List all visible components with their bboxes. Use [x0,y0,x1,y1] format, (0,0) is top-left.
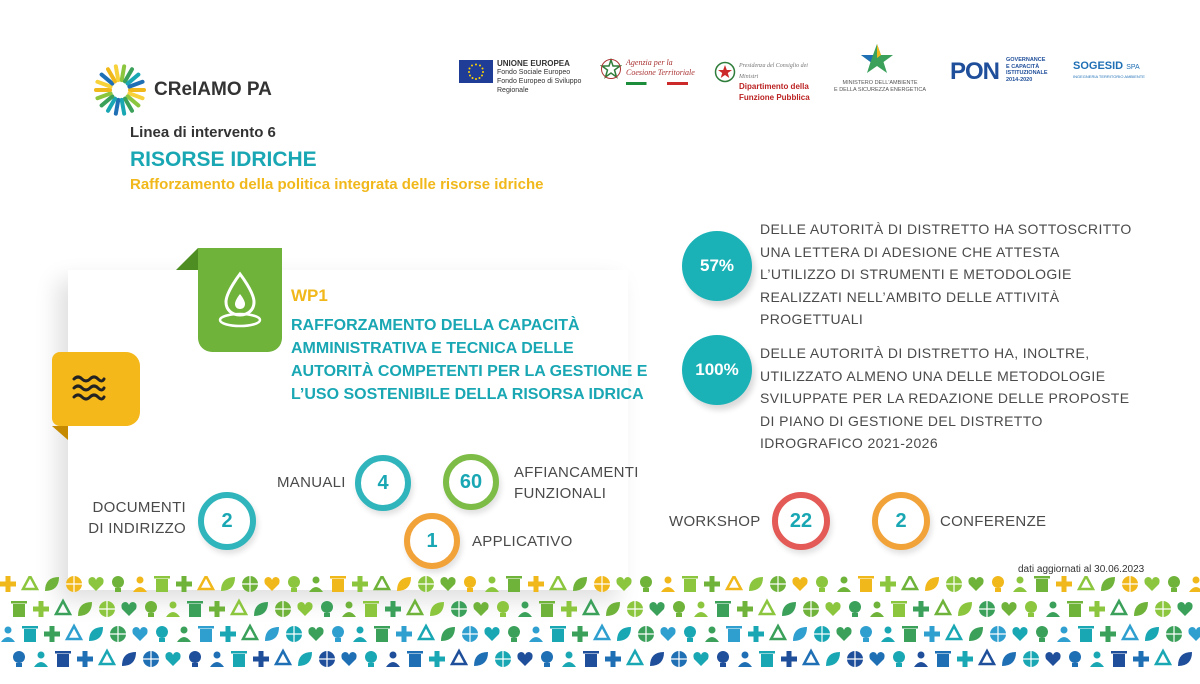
manuali-label: MANUALI [277,474,346,491]
plus-icon [176,576,192,592]
globe-icon [1023,651,1039,667]
italian-emblem-icon [600,58,622,82]
globe-icon [110,626,126,642]
water-drop-icon [216,270,264,330]
bulb-icon [189,651,201,667]
bulb-icon [464,576,476,592]
yellow-tab-fold [52,426,68,440]
trash-bin-icon [231,651,247,667]
recycle-icon [276,651,290,664]
leaf-icon [78,602,92,616]
trash-bin-icon [506,576,522,592]
heart-icon [693,652,708,666]
applicativo-count: 1 [404,513,460,569]
icon-pattern-footer [0,576,1200,684]
leaf-icon [221,577,235,591]
globe-icon [275,601,291,617]
recycle-icon [947,626,961,639]
workshop-count: 22 [772,492,830,550]
result-1-line: UNA LETTERA DI ADESIONE CHE ATTESTA [760,243,1060,260]
heart-icon [264,577,279,591]
trash-bin-icon [759,651,775,667]
globe-icon [979,601,995,617]
bulb-icon [1025,601,1037,617]
recycle-icon [452,651,466,664]
eu-fund-2: Fondo Europeo di Sviluppo Regionale [497,78,582,94]
leaf-icon [925,577,939,591]
result-1-line: PROGETTUALI [760,311,864,327]
leaf-icon [298,652,312,666]
result-1-line: L’UTILIZZO DI STRUMENTI E METODOLOGIE [760,266,1072,282]
person-icon [133,577,147,593]
leaf-icon [650,652,664,666]
heart-icon [297,602,312,616]
plus-icon [33,601,49,617]
bulb-icon [893,651,905,667]
leaf-icon [265,627,279,641]
plus-icon [1133,651,1149,667]
result-2-line: IDROGRAFICO 2021-2026 [760,435,939,451]
globe-icon [1122,576,1138,592]
trash-bin-icon [330,576,346,592]
heart-icon [649,602,664,616]
conferenze-label: CONFERENZE [940,513,1047,530]
pon-wordmark: PON [950,58,1000,85]
heart-icon [1001,602,1016,616]
trash-bin-icon [583,651,599,667]
heart-icon [968,577,983,591]
heart-icon [517,652,532,666]
trash-bin-icon [374,626,390,642]
heart-icon [484,627,499,641]
mase-line-2: E DELLA SICUREZZA ENERGETICA [834,87,926,93]
plus-icon [704,576,720,592]
recycle-icon [804,651,818,664]
person-icon [914,652,928,668]
pon-line-1: GOVERNANCE [1006,57,1046,63]
leaf-icon [474,652,488,666]
person-icon [1057,627,1071,643]
heart-icon [341,652,356,666]
heart-icon [1177,602,1192,616]
recycle-icon [1156,651,1170,664]
bulb-icon [321,601,333,617]
wp-description: RAFFORZAMENTO DELLA CAPACITÀ AMMINISTRATIVA E TECNICA DELLE AUTORITÀ COMPETENTI PER LA GESTIONE E L’USO SOSTENIBILE DELLA RISORSA IDRICA [291,317,648,403]
plus-icon [396,626,412,642]
plus-icon [1089,601,1105,617]
result-percent-2: 100% [682,335,752,405]
recycle-icon [727,576,741,589]
ministero-ambiente-logo [828,42,928,94]
bulb-icon [1168,576,1180,592]
recycle-icon [23,576,37,589]
creiamo-pa-logo [94,64,294,124]
bulb-icon [849,601,861,617]
green-tab-fold [176,248,198,270]
heart-icon [165,652,180,666]
heart-icon [1045,652,1060,666]
globe-icon [1155,601,1171,617]
bulb-icon [541,651,553,667]
eu-logo [459,52,589,92]
bulb-icon [717,651,729,667]
leaf-icon [397,577,411,591]
plus-icon [0,576,16,592]
bulb-icon [673,601,685,617]
person-icon [34,652,48,668]
globe-icon [847,651,863,667]
leaf-icon [1002,652,1016,666]
trash-bin-icon [22,626,38,642]
plus-icon [737,601,753,617]
globe-icon [418,576,434,592]
trash-bin-icon [858,576,874,592]
globe-icon [242,576,258,592]
bulb-icon [816,576,828,592]
heart-icon [660,627,675,641]
update-note: dati aggiornati al 30.06.2023 [1018,564,1145,575]
bulb-icon [508,626,520,642]
applicativo-label: APPLICATIVO [472,533,573,550]
leaf-icon [793,627,807,641]
person-icon [881,627,895,643]
plus-icon [429,651,445,667]
person-icon [705,627,719,643]
recycle-icon [1079,576,1093,589]
waves-tab [52,352,140,426]
plus-icon [1056,576,1072,592]
trash-bin-icon [682,576,698,592]
bulb-icon [156,626,168,642]
trash-bin-icon [407,651,423,667]
plus-icon [528,576,544,592]
recycle-icon [199,576,213,589]
heart-icon [836,627,851,641]
bulb-icon [365,651,377,667]
leaf-icon [573,577,587,591]
trash-bin-icon [539,601,555,617]
person-icon [1,627,15,643]
person-icon [166,602,180,618]
star-icon [858,42,896,76]
mase-line-1: MINISTERO DELL'AMBIENTE [842,80,918,86]
bulb-icon [332,626,344,642]
globe-icon [946,576,962,592]
person-icon [210,652,224,668]
recycle-icon [980,651,994,664]
agenzia-coesione-logo [600,52,695,92]
globe-icon [671,651,687,667]
recycle-icon [56,601,70,614]
heart-icon [121,602,136,616]
leaf-icon [45,577,59,591]
result-text-2 [760,342,1130,455]
bulb-icon [640,576,652,592]
plus-icon [913,601,929,617]
recycle-icon [232,601,246,614]
heart-icon [869,652,884,666]
bulb-icon [288,576,300,592]
heart-icon [132,627,147,641]
recycle-icon [584,601,598,614]
leaf-icon [441,627,455,641]
eu-flag-icon [459,60,493,83]
bulb-icon [684,626,696,642]
person-icon [661,577,675,593]
bulb-icon [860,626,872,642]
bulb-icon [112,576,124,592]
result-text-1 [760,218,1132,331]
plus-icon [352,576,368,592]
result-1-line: DELLE AUTORITÀ DI DISTRETTO HA SOTTOSCRITTO [760,221,1132,237]
bulb-icon [145,601,157,617]
leaf-icon [958,602,972,616]
leaf-icon [969,627,983,641]
result-2-line: SVILUPPATE PER LA REDAZIONE DELLE PROPOSTE [760,390,1130,406]
person-icon [1046,602,1060,618]
person-icon [1189,577,1200,593]
wp-icon-tab [198,248,282,352]
plus-icon [253,651,269,667]
documenti-label-line-1: DOCUMENTI [92,499,186,516]
globe-icon [99,601,115,617]
globe-icon [143,651,159,667]
sogesid-spa: SPA [1126,64,1140,71]
trash-bin-icon [1111,651,1127,667]
plus-icon [605,651,621,667]
plus-icon [385,601,401,617]
documenti-label [88,497,186,539]
dfp-line-1: Dipartimento della [739,82,809,91]
plus-icon [561,601,577,617]
person-icon [518,602,532,618]
heart-icon [308,627,323,641]
leaf-icon [1178,652,1192,666]
agenzia-line-2: Coesione Territoriale [626,68,695,77]
manuali-count: 4 [355,455,411,511]
recycle-icon [628,651,642,664]
person-icon [177,627,191,643]
plus-icon [220,626,236,642]
bulb-icon [992,576,1004,592]
documenti-count: 2 [198,492,256,550]
conferenze-count: 2 [872,492,930,550]
globe-icon [1166,626,1182,642]
trash-bin-icon [726,626,742,642]
trash-bin-icon [55,651,71,667]
bulb-icon [497,601,509,617]
person-icon [353,627,367,643]
trash-bin-icon [154,576,170,592]
trash-bin-icon [891,601,907,617]
pon-line-3: ISTITUZIONALE [1006,70,1048,76]
pon-logo [950,52,1050,92]
bulb-icon [1036,626,1048,642]
recycle-icon [67,626,81,639]
trash-bin-icon [935,651,951,667]
trash-bin-icon [1067,601,1083,617]
recycle-icon [936,601,950,614]
recycle-icon [1112,601,1126,614]
recycle-icon [1123,626,1137,639]
trash-bin-icon [11,601,27,617]
recycle-icon [100,651,114,664]
globe-icon [638,626,654,642]
workshop-label: WORKSHOP [669,513,761,530]
person-icon [738,652,752,668]
globe-icon [286,626,302,642]
person-icon [529,627,543,643]
trash-bin-icon [902,626,918,642]
heart-icon [1144,577,1159,591]
line-title: Linea di intervento 6 [130,124,276,141]
affiancamenti-label [514,462,639,504]
trash-bin-icon [550,626,566,642]
heart-icon [1012,627,1027,641]
globe-icon [594,576,610,592]
dfp-line-2: Funzione Pubblica [739,93,810,102]
funzione-pubblica-logo [714,52,814,102]
trash-bin-icon [1034,576,1050,592]
trash-bin-icon [187,601,203,617]
leaf-icon [606,602,620,616]
plus-icon [77,651,93,667]
recycle-icon [419,626,433,639]
heart-icon [440,577,455,591]
heart-icon [792,577,807,591]
trash-bin-icon [1078,626,1094,642]
leaf-icon [1134,602,1148,616]
globe-icon [627,601,643,617]
trash-bin-icon [363,601,379,617]
bulb-icon [1069,651,1081,667]
leaf-icon [826,652,840,666]
recycle-icon [771,626,785,639]
plus-icon [957,651,973,667]
person-icon [694,602,708,618]
plus-icon [1100,626,1116,642]
plus-icon [781,651,797,667]
plus-icon [748,626,764,642]
affiancamenti-count: 60 [443,454,499,510]
republic-emblem-icon [714,60,736,84]
pon-line-2: E CAPACITÀ [1006,63,1040,70]
leaf-icon [1101,577,1115,591]
person-icon [562,652,576,668]
recycle-icon [551,576,565,589]
waves-icon [72,374,106,404]
sogesid-logo [1073,52,1153,92]
person-icon [309,577,323,593]
brand-name: CReIAMO PA [154,79,272,100]
person-icon [485,577,499,593]
leaf-icon [430,602,444,616]
heart-icon [1188,627,1200,641]
person-icon [1090,652,1104,668]
result-2-line: UTILIZZATO ALMENO UNA DELLE METODOLOGIE [760,367,1106,384]
recycle-icon [243,626,257,639]
bulb-icon [13,651,25,667]
leaf-icon [254,602,268,616]
recycle-icon [760,601,774,614]
leaf-icon [782,602,796,616]
heart-icon [616,577,631,591]
leaf-icon [122,652,136,666]
wp-label: WP1 [291,286,328,305]
documenti-label-line-2: DI INDIRIZZO [88,520,186,537]
person-icon [1013,577,1027,593]
leaf-icon [1145,627,1159,641]
person-icon [386,652,400,668]
recycle-icon [408,601,422,614]
leaf-icon [749,577,763,591]
globe-icon [770,576,786,592]
sogesid-name: SOGESID [1073,60,1124,72]
affiancamenti-label-line-2: FUNZIONALI [514,485,607,502]
person-icon [870,602,884,618]
globe-icon [814,626,830,642]
dfp-line-0: Presidenza del Consiglio dei Ministri [739,63,808,80]
result-2-line: DELLE AUTORITÀ DI DISTRETTO HA, INOLTRE, [760,345,1090,361]
trash-bin-icon [715,601,731,617]
heart-icon [473,602,488,616]
page-title: RISORSE IDRICHE [130,148,317,171]
affiancamenti-label-line-1: AFFIANCAMENTI [514,464,639,481]
globe-icon [990,626,1006,642]
result-2-line: DI PIANO DI GESTIONE DEL DISTRETTO [760,412,1043,429]
heart-icon [825,602,840,616]
result-1-line: REALIZZATI NELL’AMBITO DELLE ATTIVITÀ [760,288,1060,305]
globe-icon [66,576,82,592]
globe-icon [803,601,819,617]
plus-icon [209,601,225,617]
pon-line-4: 2014-2020 [1006,76,1033,83]
eu-fund-1: Fondo Sociale Europeo [497,69,571,76]
recycle-icon [595,626,609,639]
recycle-icon [903,576,917,589]
globe-icon [451,601,467,617]
leaf-icon [617,627,631,641]
page-subtitle: Rafforzamento della politica integrata delle risorse idriche [130,176,544,193]
agenzia-line-1: Agenzia per la [626,58,673,67]
sun-burst-icon [94,64,146,116]
result-percent-1: 57% [682,231,752,301]
leaf-icon [89,627,103,641]
plus-icon [572,626,588,642]
heart-icon [88,577,103,591]
sogesid-tagline: INGEGNERIA TERRITORIO AMBIENTE [1073,74,1145,79]
person-icon [837,577,851,593]
plus-icon [44,626,60,642]
globe-icon [319,651,335,667]
recycle-icon [375,576,389,589]
trash-bin-icon [198,626,214,642]
person-icon [342,602,356,618]
globe-icon [462,626,478,642]
globe-icon [495,651,511,667]
plus-icon [924,626,940,642]
plus-icon [880,576,896,592]
eu-title: UNIONE EUROPEA [497,59,570,68]
